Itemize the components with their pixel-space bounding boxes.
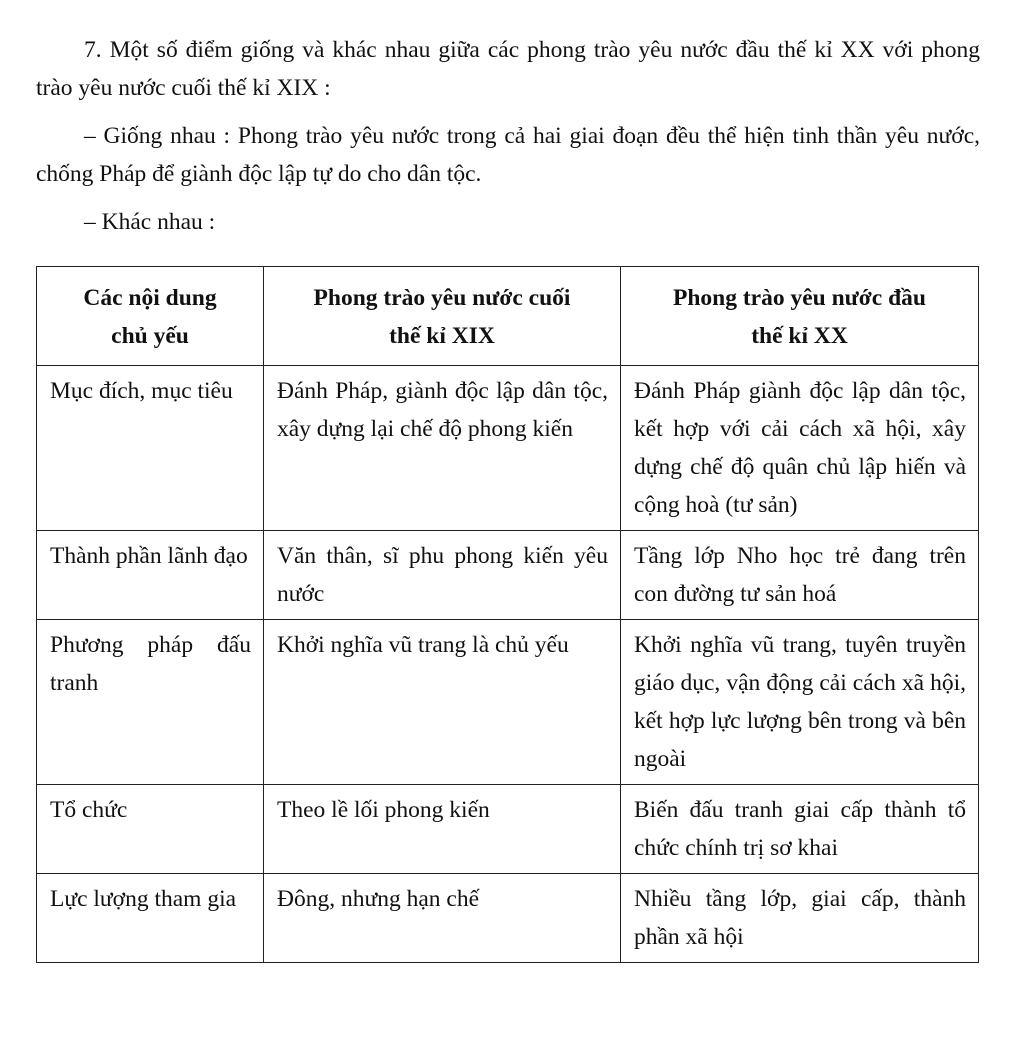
table-row <box>37 620 979 785</box>
table-header-row <box>37 267 979 366</box>
cell-early-20th: Khởi nghĩa vũ trang, tuyên truyền giáo dục, vận động cải cách xã hội, kết hợp lực lượng bên trong và bên ngoài <box>621 620 979 785</box>
cell-aspect: Lực lượng tham gia <box>37 874 264 963</box>
cell-aspect: Phương pháp đấu tranh <box>37 620 264 785</box>
cell-early-20th: Đánh Pháp giành độc lập dân tộc, kết hợp với cải cách xã hội, xây dựng chế độ quân chủ lập hiến và cộng hoà (tư sản) <box>621 366 979 531</box>
cell-late-19th: Đông, nhưng hạn chế <box>264 874 621 963</box>
table-row <box>37 785 979 874</box>
table-row <box>37 366 979 531</box>
table-row <box>37 874 979 963</box>
header-late-19th-century: Phong trào yêu nước cuối thế kỉ XIX <box>264 267 621 366</box>
header-early-20th-century: Phong trào yêu nước đầu thế kỉ XX <box>621 267 979 366</box>
cell-late-19th: Đánh Pháp, giành độc lập dân tộc, xây dựng lại chế độ phong kiến <box>264 366 621 531</box>
similarities-paragraph: – Giống nhau : Phong trào yêu nước trong cả hai giai đoạn đều thể hiện tinh thần yêu nước, chống Pháp để giành độc lập tự do cho dân tộc. <box>36 123 980 187</box>
cell-aspect: Tổ chức <box>37 785 264 874</box>
cell-early-20th: Tầng lớp Nho học trẻ đang trên con đường tư sản hoá <box>621 531 979 620</box>
table-row <box>37 531 979 620</box>
question-paragraph: 7. Một số điểm giống và khác nhau giữa các phong trào yêu nước đầu thế kỉ XX với phong trào yêu nước cuối thế kỉ XIX : <box>36 37 980 101</box>
cell-late-19th: Văn thân, sĩ phu phong kiến yêu nước <box>264 531 621 620</box>
differences-label: – Khác nhau : <box>84 209 216 235</box>
cell-early-20th: Biến đấu tranh giai cấp thành tổ chức chính trị sơ khai <box>621 785 979 874</box>
cell-aspect: Thành phần lãnh đạo <box>37 531 264 620</box>
header-aspect: Các nội dung chủ yếu <box>37 267 264 366</box>
cell-aspect: Mục đích, mục tiêu <box>37 366 264 531</box>
cell-late-19th: Theo lề lối phong kiến <box>264 785 621 874</box>
comparison-table <box>36 266 979 963</box>
cell-late-19th: Khởi nghĩa vũ trang là chủ yếu <box>264 620 621 785</box>
cell-early-20th: Nhiều tầng lớp, giai cấp, thành phần xã hội <box>621 874 979 963</box>
